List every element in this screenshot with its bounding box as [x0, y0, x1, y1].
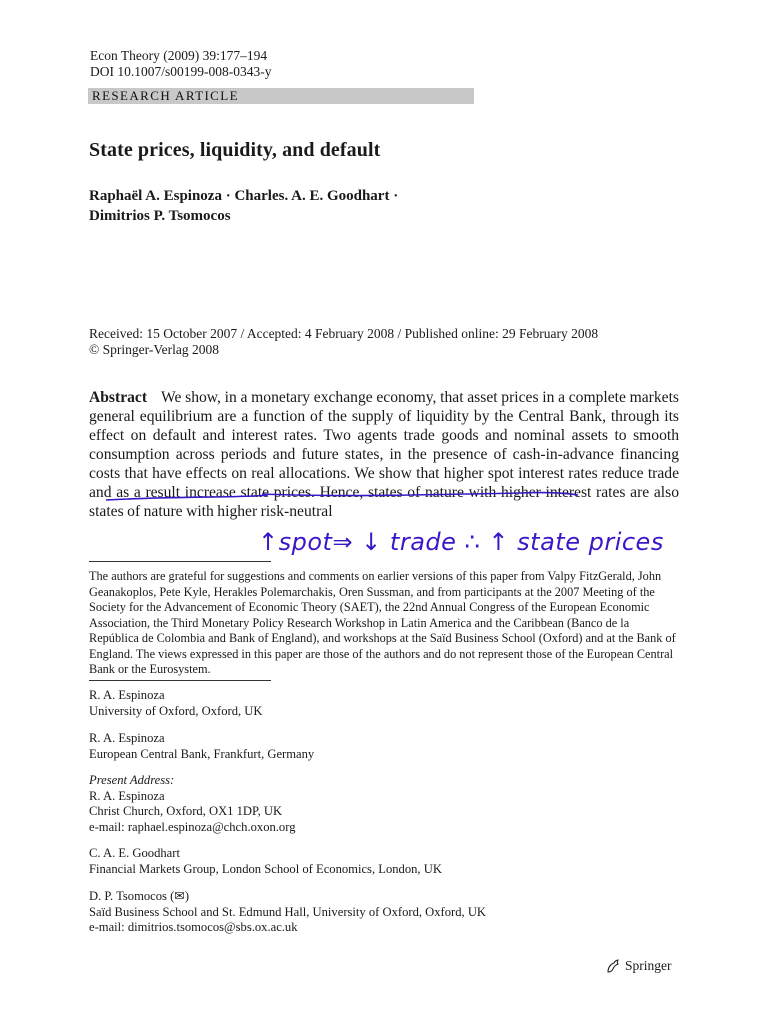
affiliation-name: D. P. Tsomocos (✉): [89, 889, 190, 903]
affiliation-name: R. A. Espinoza: [89, 731, 165, 745]
authors-line-2: Dimitrios P. Tsomocos: [89, 208, 231, 224]
author-list: [89, 186, 398, 226]
underline-stroke-2: [262, 493, 578, 496]
affiliation-4: [89, 846, 442, 877]
affiliation-divider: [89, 680, 271, 681]
affiliation-1: [89, 688, 262, 719]
paper-title: State prices, liquidity, and default: [89, 139, 381, 161]
affiliation-email: e-mail: dimitrios.tsomocos@sbs.ox.ac.uk: [89, 920, 298, 934]
publisher-name: Springer: [625, 958, 672, 973]
affiliation-name: C. A. E. Goodhart: [89, 846, 180, 860]
authors-line-1: Raphaël A. Espinoza · Charles. A. E. Goodhart ·: [89, 188, 399, 204]
journal-meta: [90, 48, 272, 80]
springer-horse-icon: [605, 958, 621, 974]
copyright-notice: © Springer-Verlag 2008: [89, 342, 219, 357]
footnote-divider: [89, 561, 271, 562]
affiliation-email: e-mail: raphael.espinoza@chch.oxon.org: [89, 819, 296, 834]
abstract-text: We show, in a monetary exchange economy, that asset prices in a complete markets general equilibrium are a function of the supply of liquidity by the Central Bank, through its effect on default and interest rates. Two agents trade goods and nominal assets to smooth consumption across periods and future states, in the presence of cash-in-advance financing costs that have effects on real allocations. We show that higher spot interest rates reduce trade and as a result increase state prices. Hence, states of nature with higher interest rates are also states of nature with higher risk-neutral: [89, 389, 679, 520]
affiliation-org: European Central Bank, Frankfurt, Germany: [89, 746, 315, 761]
affiliation-org: Financial Markets Group, London School of Economics, London, UK: [89, 861, 442, 876]
date-history: Received: 15 October 2007 / Accepted: 4 February 2008 / Published online: 29 February 2008: [89, 326, 599, 341]
abstract-label: Abstract: [89, 389, 148, 406]
affiliation-org: Saïd Business School and St. Edmund Hall, University of Oxford, Oxford, UK: [89, 904, 487, 919]
affiliation-3: [89, 773, 296, 835]
affiliation-org: University of Oxford, Oxford, UK: [89, 703, 263, 718]
springer-logo: [605, 958, 672, 974]
affiliation-name: R. A. Espinoza: [89, 688, 165, 702]
affiliation-2: [89, 731, 314, 762]
ink-underline-annotation: [0, 388, 768, 522]
affiliation-name: R. A. Espinoza: [89, 788, 165, 803]
affiliation-5: [89, 889, 486, 936]
present-address-label: Present Address:: [89, 773, 175, 787]
underline-stroke-1: [106, 495, 268, 500]
affiliation-org: Christ Church, Oxford, OX1 1DP, UK: [89, 804, 283, 818]
article-type-bar: RESEARCH ARTICLE: [88, 88, 474, 104]
acknowledgement-footnote: The authors are grateful for suggestions and comments on earlier versions of this paper from Valpy FitzGerald, John Geanakoplos, Pete Kyle, Herakles Polemarchakis, Oren Sussman, and from participants at the 2007 Meeting of the Society for the Advancement of Economic Theory (SAET), the 22nd Annual Congress of the European Economic Association, the Third Monetary Policy Research Workshop in Latin America and the Caribbean (Banco de la República de Colombia and Bank of England), and workshops at the Saïd Business School (Oxford) and at the Bank of England. The views expressed in this paper are those of the authors and do not represent those of the European Central Bank or the Eurosystem.: [89, 569, 676, 676]
journal-doi: DOI 10.1007/s00199-008-0343-y: [90, 64, 272, 79]
handwritten-note: ↑spot⇒ ↓ trade ∴ ↑ state prices: [258, 528, 664, 556]
publication-dates: [89, 326, 598, 358]
journal-citation: Econ Theory (2009) 39:177–194: [90, 48, 268, 63]
abstract-region: [0, 388, 768, 522]
